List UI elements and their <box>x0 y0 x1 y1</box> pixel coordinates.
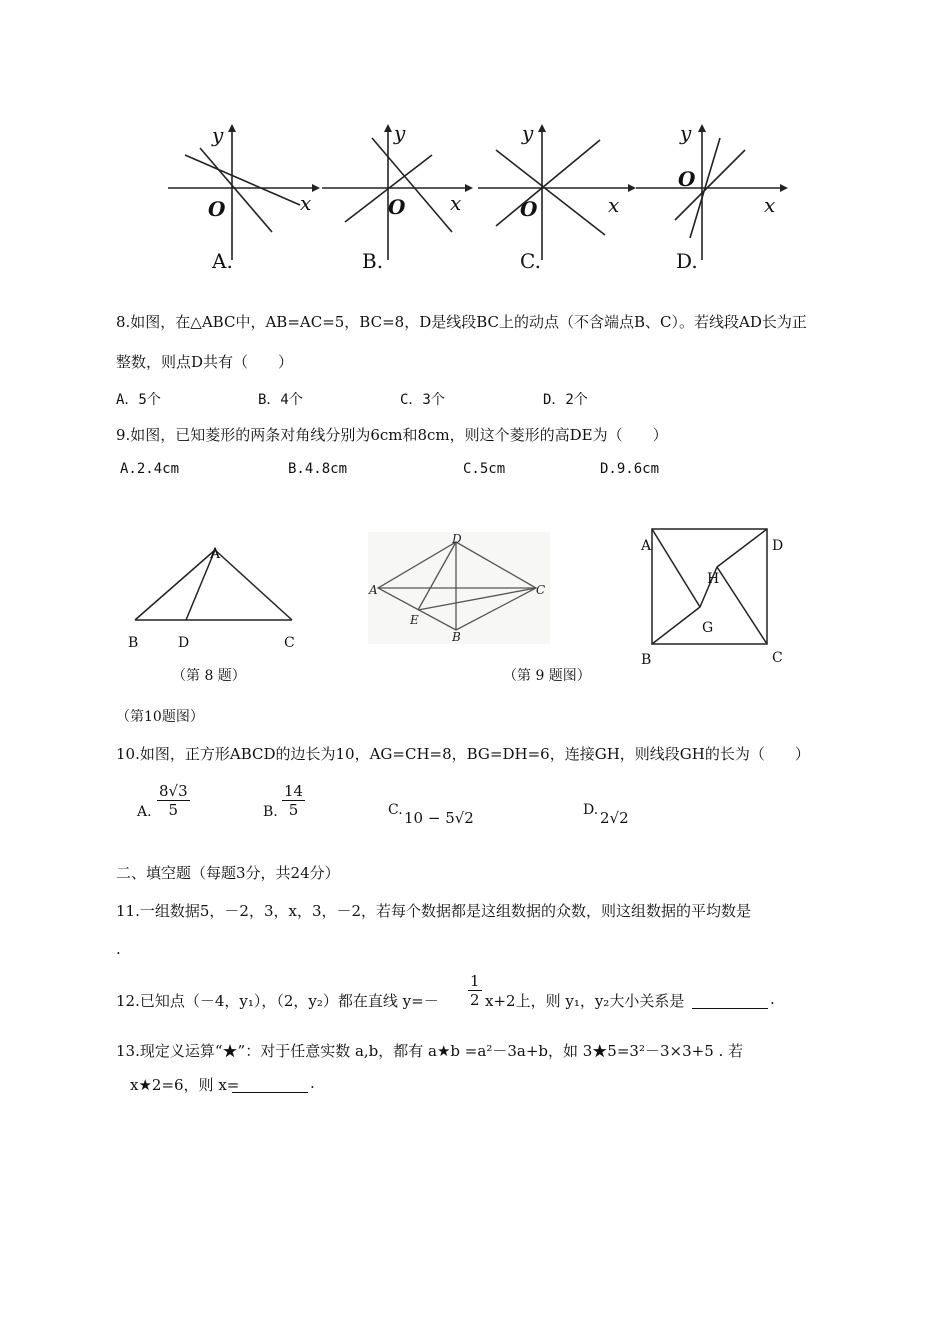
graph-b-y-label: y <box>394 121 406 145</box>
q11-line-2: . <box>116 940 121 958</box>
q8-line-2: 整数，则点D共有（ ） <box>116 353 294 371</box>
q12-end: . <box>770 990 775 1008</box>
q10-option-d-label[interactable]: D. <box>583 802 599 818</box>
graph-c-y-label: y <box>522 121 534 145</box>
q12-part-2: x+2上，则 y₁，y₂大小关系是 <box>485 992 685 1010</box>
graph-d-x-label: x <box>764 193 776 217</box>
q8-option-c[interactable]: C．3个 <box>400 392 445 408</box>
section-2-title: 二、填空题（每题3分，共24分） <box>116 864 340 882</box>
q9-option-b[interactable]: B.4.8cm <box>288 461 348 477</box>
q8-line-1: 8.如图，在△ABC中，AB=AC=5，BC=8，D是线段BC上的动点（不含端点B、C）。若线段AD长为正 <box>116 313 807 331</box>
q10-option-d-value: 2√2 <box>600 809 629 827</box>
fig9-label-a: A <box>369 583 378 597</box>
q10-option-b-numerator: 14 <box>284 782 304 800</box>
q13-answer-blank[interactable] <box>232 1076 308 1093</box>
q9-line-1: 9.如图，已知菱形的两条对角线分别为6cm和8cm，则这个菱形的高DE为（ ） <box>116 426 668 444</box>
graph-b-line-2 <box>372 138 452 232</box>
q12-answer-blank[interactable] <box>692 992 768 1009</box>
q10-option-c-value: 10 − 5√2 <box>404 809 474 827</box>
fig8-label-d: D <box>178 635 190 651</box>
q10-option-a-denominator: 5 <box>168 801 179 819</box>
graph-a-x-label: x <box>300 191 312 215</box>
graph-b-x-label: x <box>450 191 462 215</box>
q8-option-a[interactable]: A．5个 <box>116 392 161 408</box>
graph-a-y-label: y <box>212 123 224 147</box>
fig9-label-b: B <box>452 630 461 644</box>
graph-c-x-label: x <box>608 193 620 217</box>
q9-option-c[interactable]: C.5cm <box>463 461 506 477</box>
q8-option-d[interactable]: D．2个 <box>543 392 588 408</box>
q10-option-a-label[interactable]: A. <box>137 804 152 820</box>
figure-10-square <box>636 522 796 672</box>
fig8-label-b: B <box>128 635 139 651</box>
fig10-label-b: B <box>641 652 652 668</box>
q12-fraction <box>468 972 482 1009</box>
q10-option-c-label[interactable]: C. <box>388 802 403 818</box>
graph-c-label: C. <box>520 249 541 273</box>
fig8-label-a: A <box>210 546 221 562</box>
graph-c-origin: O <box>520 197 538 221</box>
fig10-label-a: A <box>641 538 652 554</box>
q9-option-a[interactable]: A.2.4cm <box>120 461 180 477</box>
q12-part-1: 12.已知点（－4，y₁），（2，y₂）都在直线 y=－ <box>116 992 439 1010</box>
q10-option-a-numerator: 8√3 <box>159 782 188 800</box>
graph-a-origin: O <box>208 197 226 221</box>
q10-option-b-label[interactable]: B. <box>263 804 278 820</box>
fig9-label-d: D <box>452 532 462 546</box>
graph-d-label: D. <box>676 249 698 273</box>
q10-option-b-fraction <box>282 782 305 819</box>
q9-option-d[interactable]: D.9.6cm <box>600 461 660 477</box>
fig10-caption: （第10题图） <box>116 709 204 725</box>
q12-fraction-denominator: 2 <box>470 991 480 1009</box>
graph-b-label: B. <box>362 249 384 273</box>
figure-8-triangle <box>120 540 310 660</box>
graph-d-y-label: y <box>680 121 692 145</box>
graph-c-line-2 <box>496 140 600 226</box>
fig10-label-h: H <box>707 571 720 587</box>
q12-fraction-numerator: 1 <box>470 972 480 990</box>
q13-line-2: x★2=6，则 x= <box>130 1076 240 1094</box>
fig9-label-e: E <box>410 613 419 627</box>
fig10-label-c: C <box>772 650 783 666</box>
fig10-label-g: G <box>702 620 714 636</box>
q10-line-1: 10.如图，正方形ABCD的边长为10，AG=CH=8，BG=DH=6，连接GH，则线段GH的长为（ ） <box>116 745 810 763</box>
fig8-label-c: C <box>284 635 295 651</box>
graph-c-line-1 <box>496 150 605 235</box>
line-graphs-figure <box>160 120 790 280</box>
fig9-label-c: C <box>536 583 546 597</box>
q10-option-a-fraction <box>157 782 190 819</box>
q8-option-b[interactable]: B．4个 <box>258 392 303 408</box>
fig8-caption: （第 8 题） <box>172 668 246 684</box>
graph-a-label: A. <box>212 249 233 273</box>
fig10-label-d: D <box>772 538 784 554</box>
q10-option-b-denominator: 5 <box>288 801 299 819</box>
figure-9-rhombus <box>368 532 550 644</box>
q11-line-1: 11.一组数据5，－2，3，x，3，－2，若每个数据都是这组数据的众数，则这组数据的平均数是 <box>116 902 752 920</box>
graph-d-origin: O <box>678 167 696 191</box>
graph-b-origin: O <box>388 195 406 219</box>
q13-end: . <box>310 1074 315 1092</box>
q13-line-1: 13.现定义运算“★”：对于任意实数 a,b，都有 a★b =a²－3a+b，如 3★5=3²－3×3+5 . 若 <box>116 1042 744 1060</box>
fig9-caption: （第 9 题图） <box>503 668 591 684</box>
